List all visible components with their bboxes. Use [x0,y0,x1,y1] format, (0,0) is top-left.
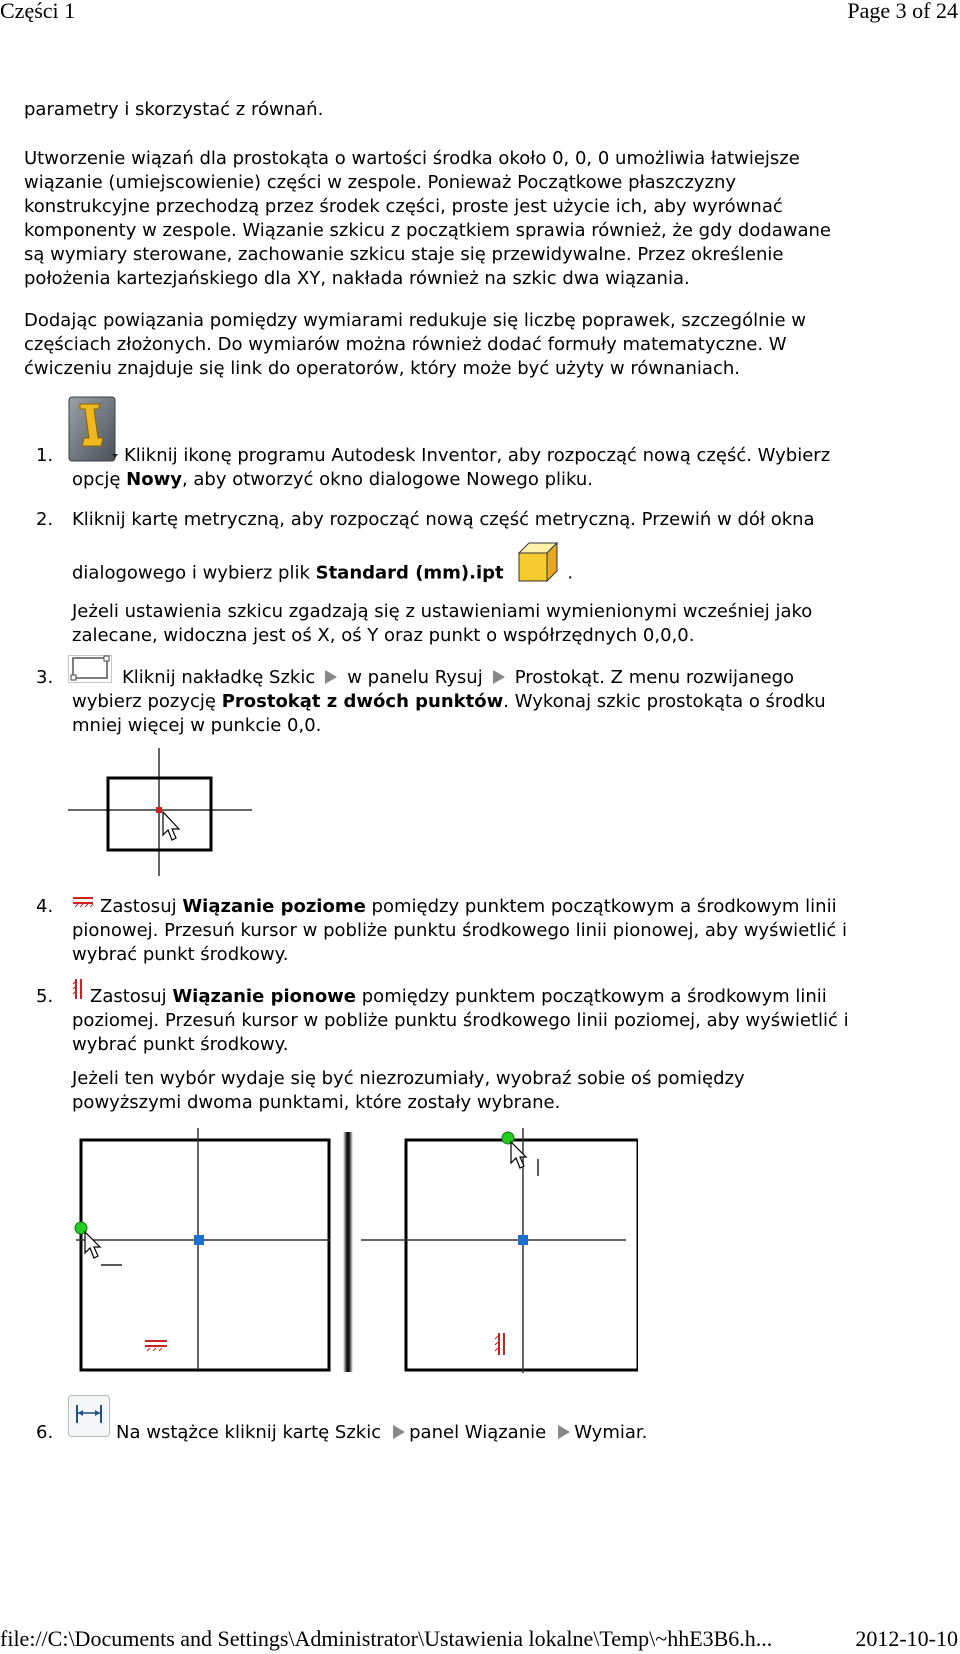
step-number: 2. [36,509,54,530]
paragraph-line: położenia kartezjańskiego dla XY, nakłada również na szkic dwa wiązania. [24,268,690,289]
template-file-label: Standard (mm).ipt [315,562,504,584]
paragraph-line: są wymiary sterowane, zachowanie szkicu staje się przewidywalne. Przez określenie [24,244,784,265]
step-text: Na wstążce kliknij kartę Szkic [116,1422,382,1443]
step-text: wybierz pozycję [72,691,222,712]
step-text: panel Wiązanie [409,1422,547,1443]
step-text: mniej więcej w punkcie 0,0. [72,715,322,736]
step-number: 4. [36,896,54,917]
paragraph-line: częściach złożonych. Do wymiarów można również dodać formuły matematyczne. W [24,334,787,355]
step-note: powyższymi dwoma punktami, które zostały wybrane. [72,1092,561,1113]
step-text: w panelu Rysuj [347,667,483,688]
header-title: Części 1 [0,0,76,23]
step-text: Kliknij kartę metryczną, aby rozpocząć nową część metryczną. Przewiń w dół okna [72,509,815,530]
step-text: wybrać punkt środkowy. [72,1034,289,1055]
paragraph-line: Utworzenie wiązań dla prostokąta o wartości środka około 0, 0, 0 umożliwia łatwiejsze [24,148,800,169]
step-text: Kliknij ikonę programu Autodesk Inventor, aby rozpocząć nową część. Wybierz [124,445,831,466]
step-5 [24,985,924,1125]
horizontal-constraint-label: Wiązanie poziome [182,896,366,917]
step-number: 3. [36,667,54,688]
header-page-number: Page 3 of 24 [847,0,958,23]
step-text: . Wykonaj szkic prostokąta o środku [503,691,826,712]
horizontal-constraint-figure [68,1128,348,1392]
paragraph-intro: parametry i skorzystać z równań. [24,99,324,120]
step-text: . [567,562,574,584]
step-number: 6. [36,1422,54,1443]
rectangle-option-label: Prostokąt z dwóch punktów [221,691,504,712]
paragraph-line: ćwiczeniu znajduje się link do operatorów, który może być użyty w równaniach. [24,358,740,379]
step-text: pionowej. Przesuń kursor w pobliże punktu środkowego linii pionowej, aby wyświetlić i [72,920,847,941]
arrow-icon [493,670,505,684]
option-new-label: Nowy [126,469,182,490]
step-text: Zastosuj [90,986,173,1007]
step-note: zalecane, widoczna jest oś X, oś Y oraz punkt o współrzędnych 0,0,0. [72,625,695,646]
step-1 [24,444,924,494]
step-text: wybrać punkt środkowy. [72,944,289,965]
horizontal-constraint-icon[interactable] [72,892,94,916]
step-6 [24,1421,924,1447]
rectangle-sketch-figure [68,748,252,880]
step-text: , aby otworzyć okno dialogowe Nowego pliku. [181,469,594,490]
paragraph-line: Dodając powiązania pomiędzy wymiarami redukuje się liczbę poprawek, szczególnie w [24,310,807,331]
step-2 [24,508,924,646]
step-4 [24,895,924,971]
step-text: Zastosuj [100,896,183,917]
footer-file-path: file://C:\Documents and Settings\Administrator\Ustawienia lokalne\Temp\~hhE3B6.h... [0,1626,773,1651]
vertical-constraint-icon[interactable] [72,978,86,1007]
step-text: dialogowego i wybierz plik [72,562,316,584]
vertical-constraint-figure [358,1128,638,1382]
step-3 [24,666,924,742]
vertical-constraint-label: Wiązanie pionowe [172,986,357,1007]
footer-date: 2012-10-10 [855,1626,958,1651]
step-text: Prostokąt. Z menu rozwijanego [514,667,795,688]
paragraph-dimensions [24,309,924,381]
step-text: Wymiar. [574,1422,648,1443]
step-text: poziomej. Przesuń kursor w pobliże punktu środkowego linii poziomej, aby wyświetlić i [72,1010,849,1031]
step-number: 1. [36,445,54,466]
figure-divider [343,1132,353,1372]
step-text: pomiędzy punktem początkowym a środkowym linii [356,986,827,1007]
step-note: Jeżeli ustawienia szkicu zgadzają się z ustawieniami wymienionymi wcześniej jako [72,601,813,622]
step-text: Kliknij nakładkę Szkic [122,667,316,688]
paragraph-line: komponenty w zespole. Wiązanie szkicu z początkiem sprawia również, że gdy dodawane [24,220,832,241]
arrow-icon [325,670,337,684]
arrow-icon [558,1425,570,1439]
step-text: opcję [72,469,127,490]
paragraph-line: wiązanie (umiejscowienie) części w zespole. Ponieważ Początkowe płaszczyzny [24,172,737,193]
arrow-icon [393,1425,405,1439]
part-cube-icon[interactable] [515,539,561,590]
step-text: pomiędzy punktem początkowym a środkowym linii [365,896,837,917]
step-number: 5. [36,986,54,1007]
step-note: Jeżeli ten wybór wydaje się być niezrozumiały, wyobraź sobie oś pomiędzy [72,1068,745,1089]
paragraph-line: konstrukcyjne przechodzą przez środek części, proste jest użycie ich, aby wyrównać [24,196,783,217]
paragraph-constraints [24,147,924,291]
